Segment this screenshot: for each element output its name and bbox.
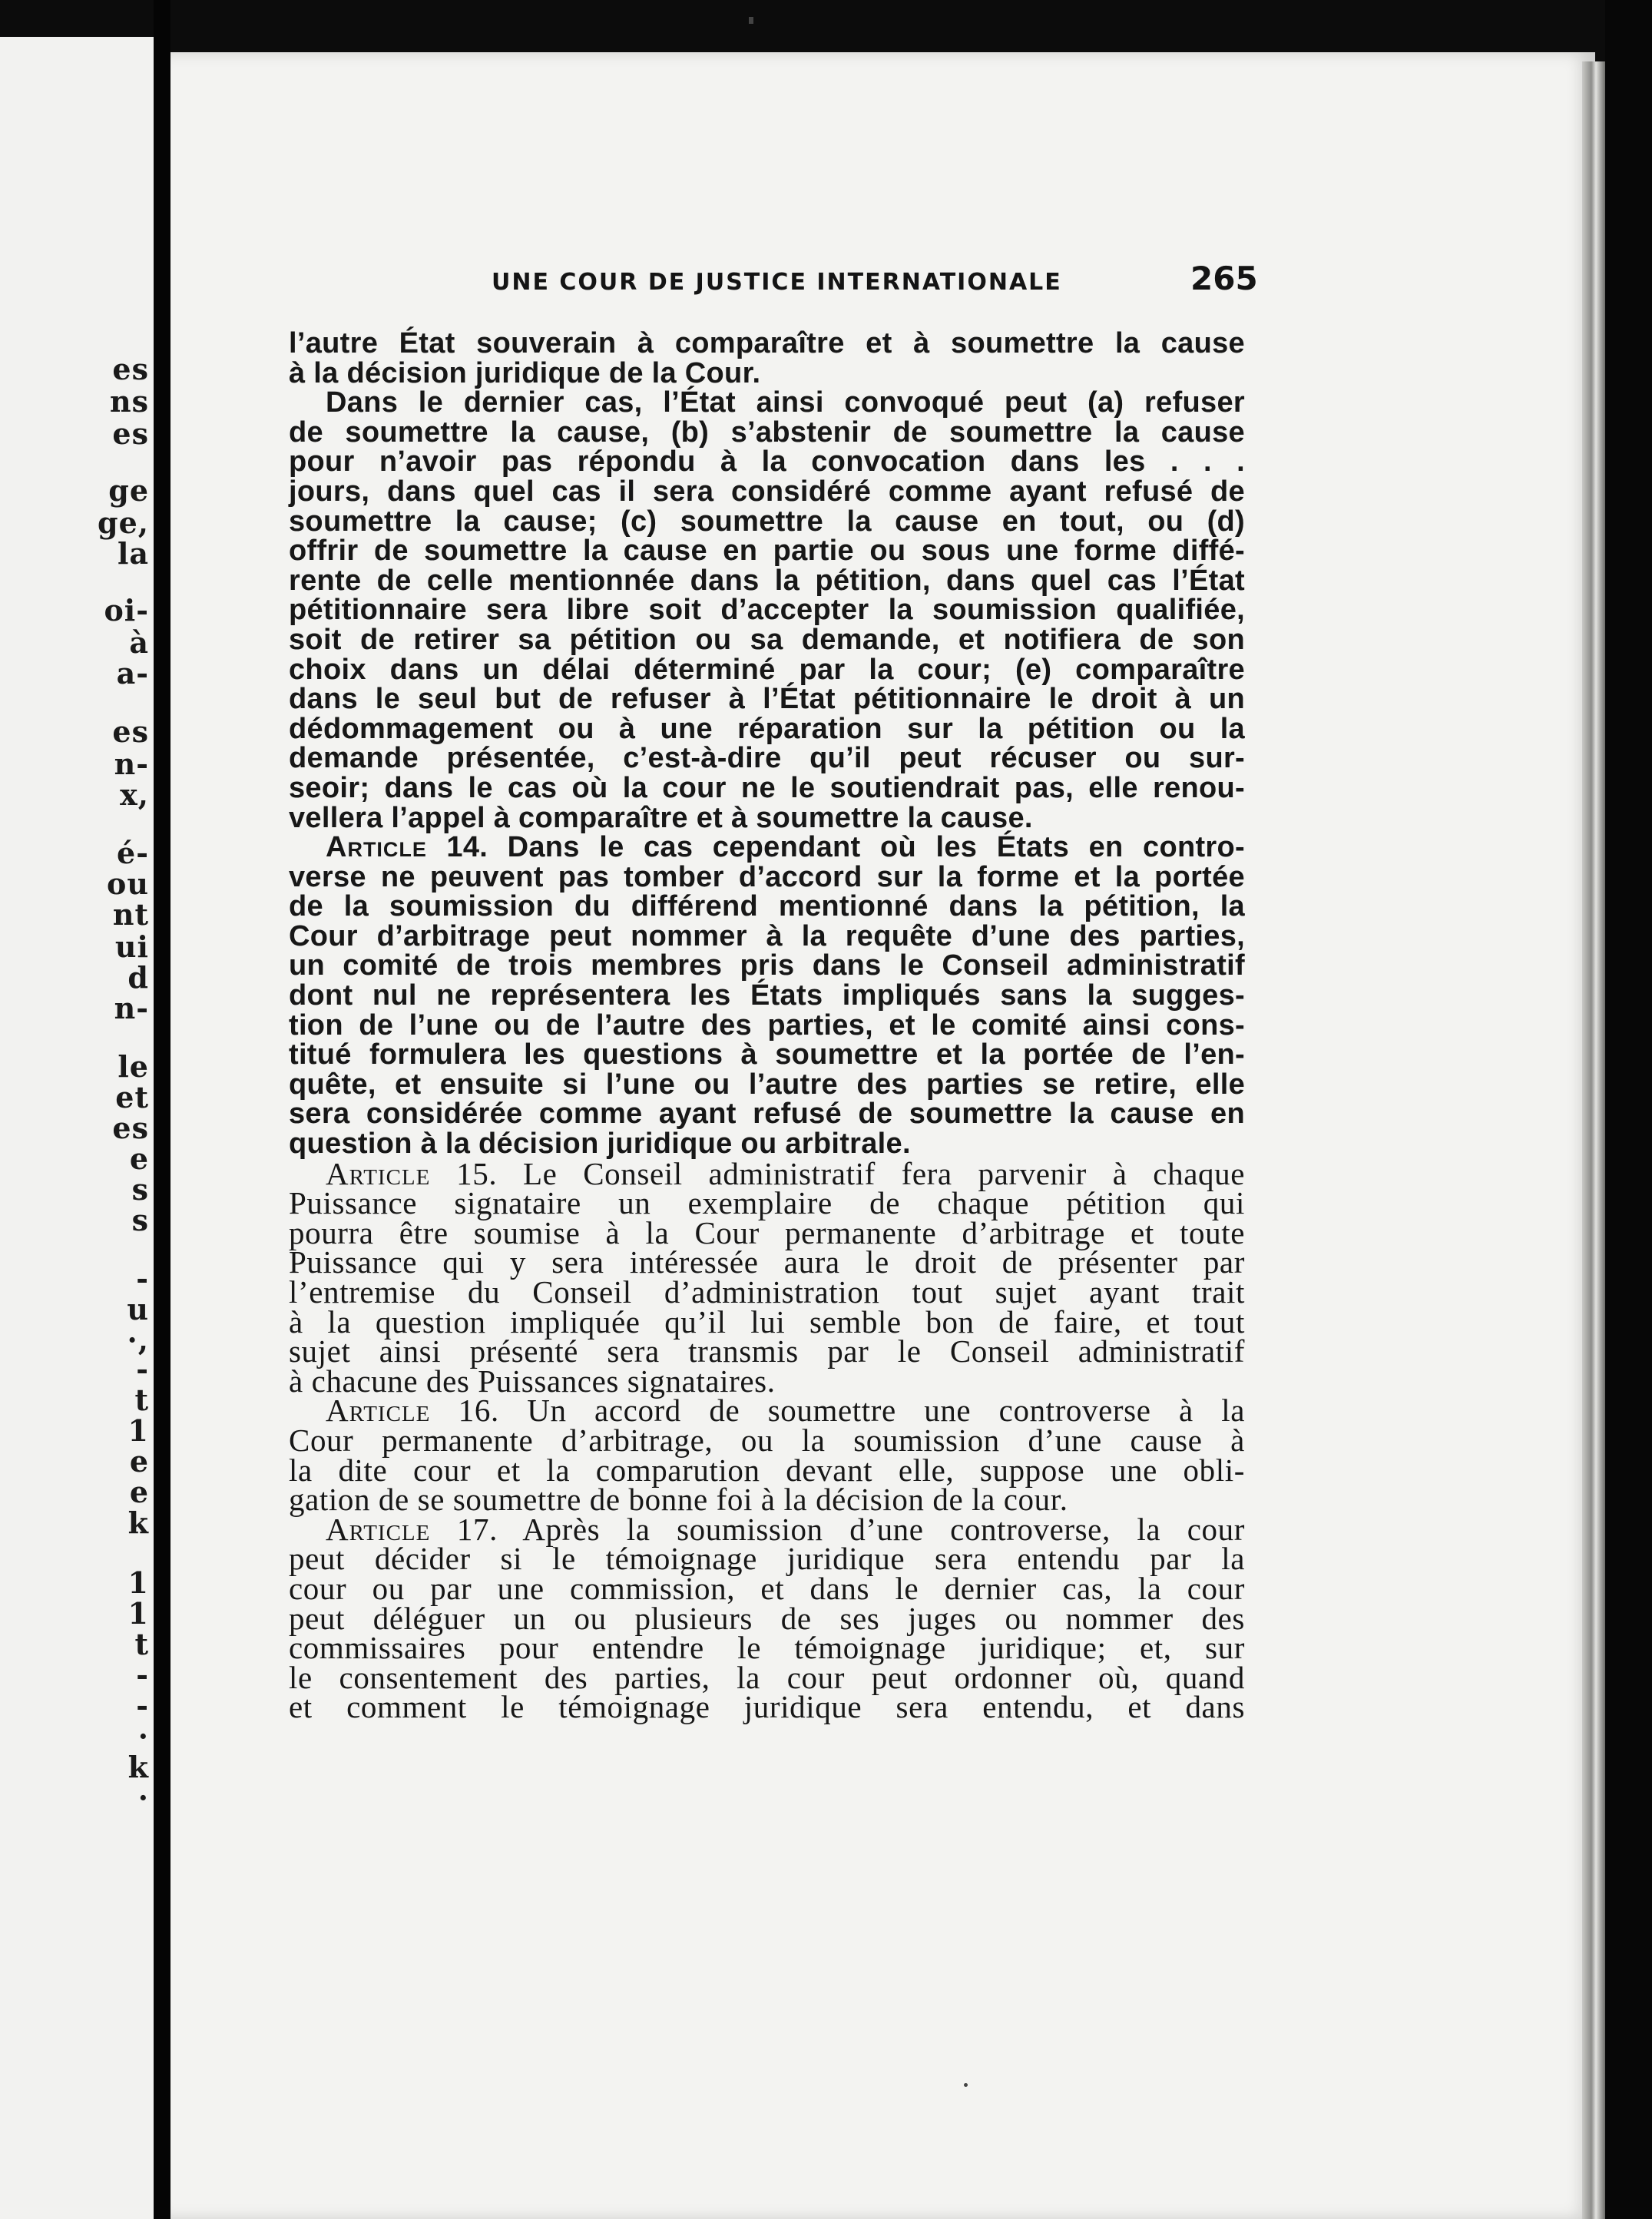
binding-gutter xyxy=(154,0,170,2219)
line-text: choix dans un délai déterminé par la cour; (e) comparaître xyxy=(289,653,1245,686)
line-text: commissaires pour entendre le témoignage juridique; et, sur xyxy=(289,1630,1245,1666)
left-page-text-fragment: a- xyxy=(116,656,149,691)
article-label: Article xyxy=(326,1393,431,1429)
page-number: 265 xyxy=(1190,260,1258,297)
line-text: seoir; dans le cas où la cour ne le soutiendrait pas, elle renou- xyxy=(289,771,1245,804)
text-line xyxy=(289,1129,1245,1159)
left-page-text-fragment: e xyxy=(129,1475,149,1509)
text-line xyxy=(289,1363,1245,1399)
left-page-text-fragment: ·, xyxy=(127,1323,149,1357)
text-line xyxy=(289,536,1245,566)
text-line xyxy=(289,1333,1245,1369)
line-text: 14. Dans le cas cependant où les États en contro- xyxy=(426,831,1245,864)
page-edge xyxy=(1582,61,1605,2219)
text-line xyxy=(289,803,1245,833)
line-text: titué formulera les questions à soumettre et la portée de l’en- xyxy=(289,1038,1245,1071)
line-text: gation de se soumettre de bonne foi à la décision de la cour. xyxy=(289,1482,1068,1518)
line-text: à chacune des Puissances signataires. xyxy=(289,1363,776,1399)
left-page-text-fragment: s xyxy=(131,1172,149,1207)
left-page-text-fragment: d xyxy=(127,960,149,995)
text-line xyxy=(289,1422,1245,1458)
text-line xyxy=(289,1393,1245,1429)
text-line xyxy=(289,714,1245,744)
line-text: demande présentée, c’est-à-dire qu’il peut récuser ou sur- xyxy=(289,742,1245,775)
body-text xyxy=(289,327,1245,1725)
left-page-text-fragment: et xyxy=(115,1080,149,1114)
left-page-text-fragment: oi- xyxy=(104,593,149,628)
line-text: soumettre la cause; (c) soumettre la cause en tout, ou (d) xyxy=(289,505,1245,538)
line-text: le consentement des parties, la cour peut ordonner où, quand xyxy=(289,1659,1245,1695)
text-line xyxy=(289,1570,1245,1606)
line-text: Dans le dernier cas, l’État ainsi convoqué peut (a) refuser xyxy=(326,386,1245,419)
text-line xyxy=(289,1303,1245,1340)
left-page-text-fragment: e xyxy=(129,1141,149,1176)
text-line xyxy=(289,860,1245,893)
text-line xyxy=(289,1689,1245,1725)
text-line xyxy=(289,981,1245,1011)
left-page-text-fragment: k xyxy=(127,1750,149,1784)
left-page-text-fragment: - xyxy=(136,1261,149,1296)
line-text: peut déléguer un ou plusieurs de ses juges ou nommer des xyxy=(289,1600,1245,1636)
left-page-text-fragment: n- xyxy=(114,991,149,1025)
line-text: verse ne peuvent pas tomber d’accord sur la forme et la portée xyxy=(289,860,1245,893)
text-line xyxy=(289,1541,1245,1577)
text-line xyxy=(289,744,1245,773)
text-line xyxy=(289,1659,1245,1695)
text-line xyxy=(289,447,1245,477)
left-page-text-fragment: e xyxy=(129,1444,149,1479)
line-text: à la décision juridique de la Cour. xyxy=(289,356,761,389)
line-text: 15. Le Conseil administratif fera parvenir à chaque xyxy=(430,1155,1245,1191)
line-text: pour n’avoir pas répondu à la convocation dans les . . . xyxy=(289,445,1245,479)
running-head: UNE COUR DE JUSTICE INTERNATIONALE xyxy=(492,269,1062,296)
text-line xyxy=(289,655,1245,685)
line-text: question à la décision juridique ou arbitrale. xyxy=(289,1128,911,1161)
article-label: Article xyxy=(326,1511,431,1547)
text-line xyxy=(289,566,1245,596)
line-text: de soumettre la cause, (b) s’abstenir de soumettre la cause xyxy=(289,416,1245,449)
text-line xyxy=(289,1155,1245,1191)
left-page-text-fragment: · xyxy=(137,1780,149,1815)
left-page-text-fragment: u xyxy=(127,1292,149,1326)
line-text: vellera l’appel à comparaître et à soumettre la cause. xyxy=(289,801,1033,834)
left-page-text-fragment: ge, xyxy=(98,505,149,540)
left-page-text-fragment: 1 xyxy=(127,1596,149,1631)
left-page-text-fragment: à xyxy=(129,625,149,660)
line-text: Cour d’arbitrage peut nommer à la requête d’une des parties, xyxy=(289,919,1245,952)
line-text: jours, dans quel cas il sera considéré comme ayant refusé de xyxy=(289,475,1245,508)
text-line xyxy=(289,1008,1245,1042)
left-page-text-fragment: ns xyxy=(109,384,149,419)
left-page-text-fragment: · xyxy=(137,1719,149,1754)
left-page-text-fragment: es xyxy=(112,1111,149,1145)
left-page-text-fragment: t xyxy=(134,1627,149,1661)
line-text: l’entremise du Conseil d’administration tout sujet ayant trait xyxy=(289,1274,1245,1310)
line-text: de la soumission du différend mentionné dans la pétition, la xyxy=(289,890,1245,923)
line-text: pétitionnaire sera libre soit d’accepter la soumission qualifiée, xyxy=(289,594,1245,627)
line-text: quête, et ensuite si l’une ou l’autre des parties se retire, elle xyxy=(289,1068,1245,1101)
left-page-text-fragment: é- xyxy=(117,836,149,870)
line-text: 16. Un accord de soumettre une controverse à la xyxy=(430,1393,1245,1429)
line-text: Cour permanente d’arbitrage, ou la soumission d’une cause à xyxy=(289,1422,1245,1458)
left-page-text-fragment: es xyxy=(112,714,149,749)
left-page-text-fragment: ge xyxy=(108,473,149,508)
text-line xyxy=(289,684,1245,714)
line-text: Puissance signataire un exemplaire de chaque pétition qui xyxy=(289,1185,1245,1221)
text-line xyxy=(289,1452,1245,1488)
text-line xyxy=(289,1482,1245,1518)
text-line xyxy=(289,1274,1245,1310)
text-line xyxy=(289,1600,1245,1636)
left-page-text-fragment: n- xyxy=(114,747,149,781)
text-line xyxy=(289,477,1245,507)
left-page-text-fragment: 1 xyxy=(127,1413,149,1448)
line-text: dédommagement ou à une réparation sur la pétition ou la xyxy=(289,712,1245,745)
line-text: dont nul ne représentera les États impliqués sans la sugges- xyxy=(289,979,1245,1012)
left-page-text-fragment: k xyxy=(127,1505,149,1540)
article-label: Article xyxy=(326,1155,431,1191)
left-page-text-fragment: ui xyxy=(114,929,149,964)
line-text: la dite cour et la comparution devant elle, suppose une obli- xyxy=(289,1452,1245,1488)
text-line xyxy=(289,507,1245,537)
text-line xyxy=(289,418,1245,448)
left-page-text-fragment: es xyxy=(112,416,149,451)
line-text: peut décider si le témoignage juridique sera entendu par la xyxy=(289,1541,1245,1577)
left-page-text-fragment: x, xyxy=(120,777,149,812)
text-line xyxy=(289,356,1245,389)
line-text: sera considérée comme ayant refusé de soumettre la cause en xyxy=(289,1098,1245,1131)
left-page-text-fragment: t xyxy=(134,1383,149,1417)
text-line xyxy=(289,595,1245,625)
left-page-text-fragment: 1 xyxy=(127,1565,149,1600)
line-text: 17. Après la soumission d’une controverse, la cour xyxy=(430,1511,1245,1547)
text-line xyxy=(289,1099,1245,1129)
text-line xyxy=(289,1070,1245,1100)
left-page-text-fragment: le xyxy=(118,1049,149,1084)
left-page-text-fragment: ou xyxy=(107,866,149,901)
text-line xyxy=(289,625,1245,655)
text-line xyxy=(289,1630,1245,1666)
text-line xyxy=(289,919,1245,952)
text-line xyxy=(289,1214,1245,1250)
scan-speck xyxy=(964,2083,968,2087)
line-text: à la question impliquée qu’il lui semble bon de faire, et tout xyxy=(289,1303,1245,1340)
article-label: Article xyxy=(326,831,427,864)
left-page-text-fragment: la xyxy=(117,536,149,571)
text-line xyxy=(289,329,1245,359)
text-line xyxy=(289,1244,1245,1280)
text-line xyxy=(289,951,1245,981)
line-text: et comment le témoignage juridique sera entendu, et dans xyxy=(289,1689,1245,1725)
line-text: cour ou par une commission, et dans le dernier cas, la cour xyxy=(289,1570,1245,1606)
line-text: tion de l’une ou de l’autre des parties, et le comité ainsi cons- xyxy=(289,1008,1245,1042)
text-line xyxy=(289,892,1245,922)
scan-border xyxy=(1605,0,1652,2219)
text-line xyxy=(289,388,1245,418)
line-text: pourra être soumise à la Cour permanente d’arbitrage et toute xyxy=(289,1214,1245,1250)
left-page-text-fragment: nt xyxy=(112,897,149,932)
text-line xyxy=(289,1185,1245,1221)
left-page-text-fragment: - xyxy=(136,1658,149,1692)
line-text: dans le seul but de refuser à l’État pétitionnaire le droit à un xyxy=(289,683,1245,716)
line-text: rente de celle mentionnée dans la pétition, dans quel cas l’État xyxy=(289,564,1245,597)
text-line xyxy=(289,1040,1245,1070)
left-page-text-fragment: s xyxy=(131,1203,149,1237)
line-text: offrir de soumettre la cause en partie ou sous une forme diffé- xyxy=(289,535,1245,568)
text-line xyxy=(289,773,1245,803)
text-line xyxy=(289,1511,1245,1547)
left-page-text-fragment: es xyxy=(112,352,149,386)
left-page-text-fragment: - xyxy=(136,1688,149,1723)
left-page-fragment xyxy=(0,37,154,2219)
line-text: un comité de trois membres pris dans le Conseil administratif xyxy=(289,949,1245,982)
scan-speck xyxy=(749,17,753,24)
left-page-text-fragment: - xyxy=(136,1352,149,1386)
text-line xyxy=(289,833,1245,863)
line-text: Puissance qui y sera intéressée aura le droit de présenter par xyxy=(289,1244,1245,1280)
line-text: l’autre État souverain à comparaître et à soumettre la cause xyxy=(289,327,1245,359)
line-text: sujet ainsi présenté sera transmis par le Conseil administratif xyxy=(289,1333,1245,1369)
line-text: soit de retirer sa pétition ou sa demande, et notifiera de son xyxy=(289,623,1245,656)
